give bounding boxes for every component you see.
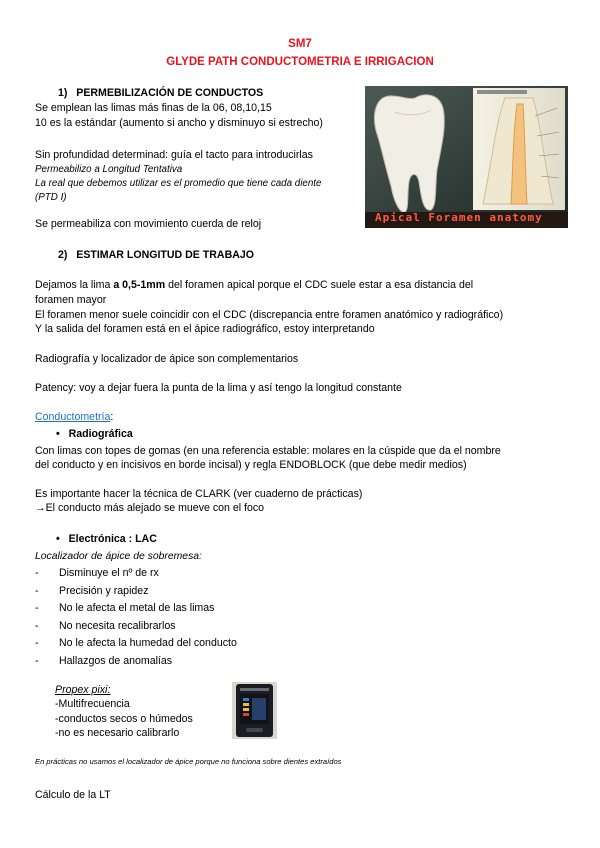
radio-line-2: del conducto y en incisivos en borde incisal) y regla ENDOBLOCK (que debe medir medios) — [35, 459, 467, 471]
para1-line-3: El foramen menor suele coincidir con el CDC (discrepancia entre foramen anatómico y radiográfico) — [35, 309, 504, 321]
practice-note: En prácticas no usamos el localizador de ápice porque no funciona sobre dientes extraídos — [35, 757, 342, 766]
propex-item-3: -no es necesario calibrarlo — [55, 727, 180, 739]
list-item: - Hallazgos de anomalías — [35, 654, 173, 667]
right-arrow-icon: → — [35, 502, 46, 514]
italic-line-1: Permeabilizo a Longitud Tentativa — [35, 164, 183, 175]
propex-item-1: -Multifrecuencia — [55, 698, 130, 710]
list-item: - No le afecta el metal de las limas — [35, 602, 215, 614]
section2-heading — [58, 248, 254, 262]
document-title: GLYDE PATH CONDUCTOMETRIA E IRRIGACION — [166, 56, 434, 68]
conductometry-link[interactable]: Conductometría — [35, 411, 111, 423]
italic-line-2: La real que debemos utilizar es el promedio que tiene cada diente — [35, 178, 322, 189]
section1-title: PERMEBILIZACIÓN DE CONDUCTOS — [76, 87, 264, 99]
list-item-text: Disminuye el nº de rx — [59, 567, 159, 579]
conductometry-heading — [35, 410, 113, 424]
para1-bold: a 0,5-1mm — [113, 279, 166, 291]
list-item: - No le afecta la humedad del conducto — [35, 637, 237, 649]
section1-heading — [58, 86, 263, 100]
lt-calculation-line: Cálculo de la LT — [35, 789, 111, 801]
section2-number: 2) — [58, 249, 68, 261]
para1-line-4: Y la salida del foramen está en el ápice radiográfico, estoy interpretando — [35, 323, 375, 335]
para1-end: del foramen apical porque el CDC suele estar a esa distancia del — [165, 279, 474, 291]
complement-line: Radiografía y localizador de ápice son complementarios — [35, 353, 299, 365]
electronica-label: Electrónica : LAC — [68, 533, 157, 545]
radiografica-label: Radiográfica — [68, 428, 133, 440]
electronica-bullet — [56, 532, 157, 546]
radiografica-bullet — [56, 427, 133, 441]
clark-line: Es importante hacer la técnica de CLARK (ver cuaderno de prácticas) — [35, 488, 363, 500]
propex-item-2: -conductos secos o húmedos — [55, 713, 193, 725]
movement-line: Se permeabiliza con movimiento cuerda de reloj — [35, 218, 262, 230]
apical-foramen-image — [365, 86, 568, 228]
propex-device-image — [232, 682, 277, 739]
clark-arrow-text: El conducto más alejado se mueve con el foco — [45, 502, 265, 514]
image-caption: Apical Foramen anatomy — [375, 211, 543, 224]
propex-title: Propex pixi: — [55, 684, 111, 696]
elec-list — [35, 566, 237, 671]
bullet-dot-icon: • — [56, 533, 60, 545]
section1-number: 1) — [58, 87, 68, 99]
conductometry-colon: : — [110, 411, 114, 423]
list-item: - No necesita recalibrarlos — [35, 619, 176, 632]
list-item-text: No necesita recalibrarlos — [59, 619, 176, 632]
apex-locator-icon — [232, 682, 277, 739]
list-item: - Disminuye el nº de rx — [35, 567, 159, 579]
clark-arrow-line — [35, 501, 264, 515]
list-item-text: No le afecta la humedad del conducto — [59, 637, 237, 649]
section2-title: ESTIMAR LONGITUD DE TRABAJO — [76, 249, 255, 261]
italic-line-3: (PTD I) — [35, 192, 67, 203]
list-item: - Precisión y rapidez — [35, 584, 149, 597]
list-item-text: No le afecta el metal de las limas — [59, 602, 215, 614]
list-item-text: Precisión y rapidez — [59, 584, 149, 597]
list-item-text: Hallazgos de anomalías — [59, 654, 173, 667]
section1-line-2: 10 es la estándar (aumento si ancho y disminuyo si estrecho) — [35, 117, 323, 129]
para1-line-2: foramen mayor — [35, 294, 107, 306]
depth-line: Sin profundidad determinad: guía el tacto para introducirlas — [35, 149, 313, 161]
section1-line-1: Se emplean las limas más finas de la 06, 08,10,15 — [35, 102, 272, 114]
bullet-dot-icon: • — [56, 428, 60, 440]
document-code: SM7 — [288, 38, 312, 50]
radio-line-1: Con limas con topes de gomas (en una referencia estable: molares en la cúspide que da el nombre — [35, 445, 501, 457]
elec-subtitle: Localizador de ápice de sobremesa: — [35, 551, 202, 562]
para1-start: Dejamos la lima — [35, 279, 114, 291]
para1-line-1 — [35, 278, 473, 292]
patency-line: Patency: voy a dejar fuera la punta de la lima y así tengo la longitud constante — [35, 382, 402, 394]
tooth-illustration — [365, 86, 568, 228]
